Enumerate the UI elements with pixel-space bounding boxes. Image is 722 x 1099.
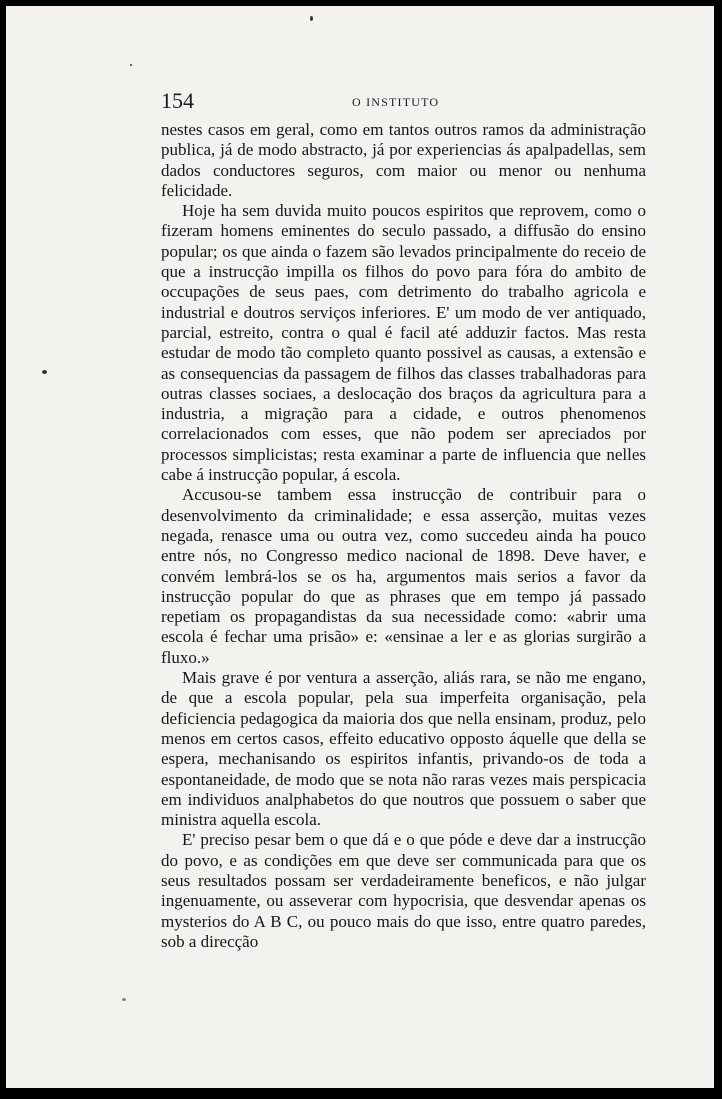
paragraph-2: Hoje ha sem duvida muito poucos espiritos que reprovem, como o fizeram homens eminentes do seculo passado, a diffusão do ensino popular; os que ainda o fazem são levados principalmente do receio de que a instrucção impilla os filhos do povo para fóra do ambito de occupações de seus paes, com detrimento do trabalho agricola e industrial e doutros serviços inferiores. E' um modo de ver antiquado, parcial, estreito, contra o qual é facil até adduzir factos. Mas resta estudar de modo tão completo quanto possivel as causas, a extensão e as consequencias da passagem de filhos das classes trabalhadoras para outras classes sociaes, a deslocação dos braços da agricultura para a industria, a migração para a cidade, e outros phenomenos correlacionados com esses, que não podem ser apreciados por processos simplicistas; resta examinar a parte de influencia que nelles cabe á instrucção popular, á escola. bbox=[161, 201, 646, 485]
running-title: O INSTITUTO bbox=[352, 95, 440, 109]
paragraph-5: E' preciso pesar bem o que dá e o que póde e deve dar a instrucção do povo, e as condições em que deve ser communicada para que os seus resultados possam ser verdadeiramente beneficos, e não julgar ingenuamente, ou asseverar com hypocrisia, que desvendar apenas os mysterios do A B C, ou pouco mais do que isso, entre quatro paredes, sob a direcção bbox=[161, 830, 646, 951]
ink-speck bbox=[122, 998, 126, 1001]
page-header bbox=[6, 88, 714, 114]
paragraph-1: nestes casos em geral, como em tantos outros ramos da administração publica, já de modo abstracto, já por experiencias ás apalpadellas, sem dados conductores seguros, com maior ou menor ou nenhuma felicidade. bbox=[161, 120, 646, 200]
ink-speck bbox=[42, 370, 47, 374]
paragraph-3: Accusou-se tambem essa instrucção de contribuir para o desenvolvimento da criminalidade; e essa asserção, muitas vezes negada, renasce uma ou outra vez, como succedeu ainda ha pouco entre nós, no Congresso medico nacional de 1898. Deve haver, e convém lembrá-los se os ha, argumentos mais serios a favor da instrucção popular do que as phrases que em tempo já passado repetiam os propagandistas da sua necessidade como: «abrir uma escola é fechar uma prisão» e: «ensinae a ler e as glorias surgirão a fluxo.» bbox=[161, 485, 646, 667]
ink-speck bbox=[130, 64, 132, 66]
page-number: 154 bbox=[161, 88, 194, 113]
ink-speck bbox=[310, 16, 313, 21]
paragraph-4: Mais grave é por ventura a asserção, aliás rara, se não me engano, de que a escola popular, pela sua imperfeita organisação, pela deficiencia pedagogica da maioria dos que nella ensinam, produz, pelo menos em certos casos, effeito educativo opposto áquelle que della se espera, mechanisando os espiritos infantis, privando-os de toda a espontaneidade, de modo que se nota não raras vezes mais perspicacia em individuos analphabetos do que noutros que possuem o saber que ministra aquella escola. bbox=[161, 668, 646, 830]
body-text bbox=[161, 120, 646, 952]
scanned-page bbox=[6, 6, 714, 1088]
